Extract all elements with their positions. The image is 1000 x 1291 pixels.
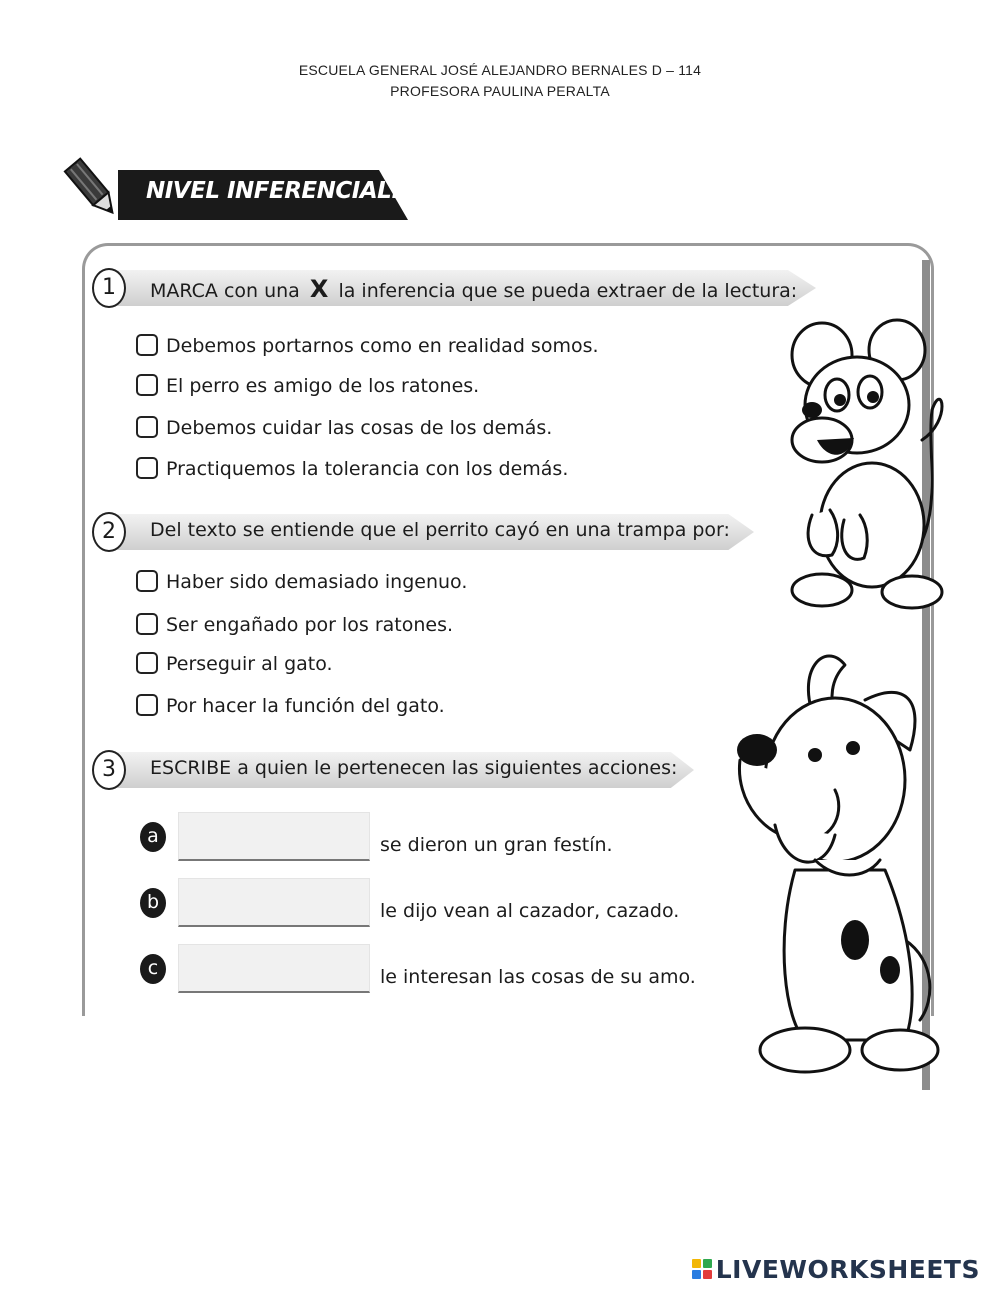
- checkbox[interactable]: [136, 613, 158, 635]
- option-1d[interactable]: [136, 457, 568, 480]
- letter-badge: c: [140, 954, 166, 984]
- action-text: se dieron un gran festín.: [380, 834, 613, 856]
- answer-field-b[interactable]: [178, 878, 370, 927]
- dog-illustration: [735, 640, 945, 1080]
- option-1c[interactable]: [136, 416, 552, 439]
- question-number: 3: [92, 750, 126, 790]
- action-text: le interesan las cosas de su amo.: [380, 966, 696, 988]
- question-2-header: [92, 512, 762, 552]
- option-1b[interactable]: [136, 374, 479, 397]
- answer-field-c[interactable]: [178, 944, 370, 993]
- logo-text: LIVEWORKSHEETS: [715, 1254, 980, 1284]
- checkbox[interactable]: [136, 570, 158, 592]
- question-number: 1: [92, 268, 126, 308]
- question-1-text-before: MARCA con una: [150, 280, 300, 302]
- fill-row-b: [140, 878, 700, 928]
- option-label: Haber sido demasiado ingenuo.: [166, 571, 468, 593]
- answer-field-a[interactable]: [178, 812, 370, 861]
- liveworksheets-logo: [692, 1252, 980, 1286]
- checkbox[interactable]: [136, 694, 158, 716]
- action-text: le dijo vean al cazador, cazado.: [380, 900, 680, 922]
- x-mark-icon: X: [309, 275, 329, 303]
- question-3-header: [92, 750, 702, 790]
- option-label: Perseguir al gato.: [166, 653, 333, 675]
- pencil-icon: [58, 156, 128, 226]
- option-2c[interactable]: [136, 652, 333, 675]
- school-header: [0, 60, 1000, 102]
- question-2-text: Del texto se entiende que el perrito cayó en una trampa por:: [150, 519, 730, 541]
- checkbox[interactable]: [136, 416, 158, 438]
- mouse-illustration: [782, 310, 952, 615]
- question-number: 2: [92, 512, 126, 552]
- option-2b[interactable]: [136, 613, 453, 636]
- page-title: NIVEL INFERENCIAL:: [146, 178, 400, 204]
- option-label: Ser engañado por los ratones.: [166, 614, 454, 636]
- option-label: Debemos cuidar las cosas de los demás.: [166, 417, 553, 439]
- question-1-text: [150, 275, 797, 303]
- school-name: ESCUELA GENERAL JOSÉ ALEJANDRO BERNALES D – 114: [298, 62, 702, 78]
- option-1a[interactable]: [136, 334, 599, 357]
- section-title: [58, 156, 418, 226]
- option-label: Debemos portarnos como en realidad somos.: [166, 335, 599, 357]
- teacher-name: PROFESORA PAULINA PERALTA: [390, 83, 610, 99]
- option-2a[interactable]: [136, 570, 467, 593]
- fill-row-c: [140, 944, 700, 994]
- checkbox[interactable]: [136, 334, 158, 356]
- checkbox[interactable]: [136, 652, 158, 674]
- option-2d[interactable]: [136, 694, 445, 717]
- question-1-header: [92, 268, 822, 308]
- checkbox[interactable]: [136, 457, 158, 479]
- question-3-text: ESCRIBE a quien le pertenecen las siguientes acciones:: [150, 757, 678, 779]
- option-label: Practiquemos la tolerancia con los demás.: [166, 458, 569, 480]
- letter-badge: a: [140, 822, 166, 852]
- checkbox[interactable]: [136, 374, 158, 396]
- letter-badge: b: [140, 888, 166, 918]
- option-label: El perro es amigo de los ratones.: [166, 375, 480, 397]
- option-label: Por hacer la función del gato.: [166, 695, 445, 717]
- logo-squares-icon: [692, 1259, 712, 1279]
- question-1-text-after: la inferencia que se pueda extraer de la lectura:: [338, 280, 798, 302]
- fill-row-a: [140, 812, 700, 862]
